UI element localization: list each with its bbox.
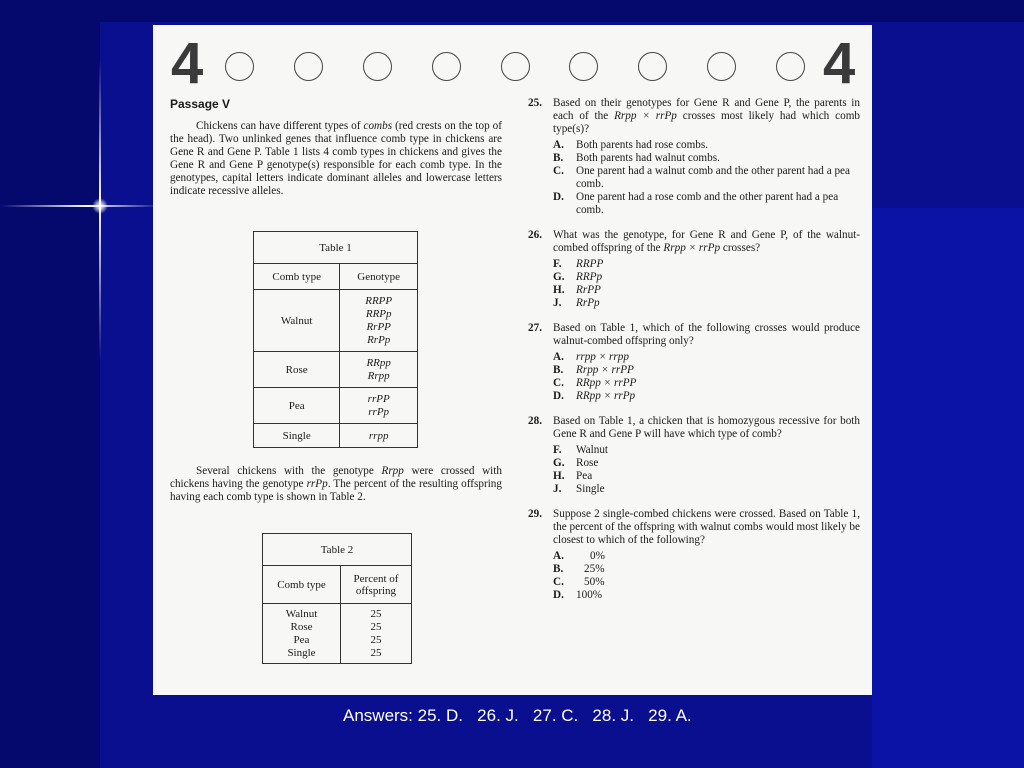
table-2-header-percent: Percent of offspring	[341, 566, 412, 604]
answer-option	[553, 457, 860, 470]
table-1-title: Table 1	[254, 232, 418, 264]
question-number: 27.	[528, 322, 542, 334]
questions-column	[528, 97, 860, 614]
genotype-cell	[340, 424, 418, 448]
genotype-value: RrPp	[367, 333, 391, 346]
option-text: RRPP	[576, 258, 604, 270]
table-row	[254, 352, 418, 388]
comb-type-value: Pea	[293, 633, 310, 646]
answer-key: Answers: 25. D. 26. J. 27. C. 28. J. 29. A.	[343, 706, 692, 725]
bubble-icon	[363, 52, 392, 81]
answer-option	[553, 191, 860, 217]
option-letter: A.	[553, 550, 564, 562]
option-letter: H.	[553, 470, 565, 482]
option-text: RRpp × rrPP	[576, 377, 637, 389]
stem-text: crosses most likely had which comb type(s)?	[553, 110, 860, 135]
question-number: 28.	[528, 415, 542, 427]
genotype-value: RRPp	[365, 307, 392, 320]
question-stem	[553, 229, 860, 255]
question-28	[528, 415, 860, 496]
option-text: RrPp	[576, 297, 600, 309]
intro-text-2: (red crests on the top of the head). Two unlinked genes that influence comb type in chickens are Gene R and Gene P. Table 1 lists 4 comb types in chickens and gives the Gene R and Gene P genotype(s) responsible for each comb type. In the genotypes, capital letters indicate dominant alleles and lowercase letters indicate recessive alleles.	[170, 120, 502, 197]
answer-option	[553, 364, 860, 377]
comb-type-value: Rose	[290, 620, 313, 633]
answer-bubble-row	[225, 52, 805, 81]
genotype-cell	[340, 352, 418, 388]
question-stem	[553, 97, 860, 136]
option-text: Walnut	[576, 444, 609, 456]
option-text: Both parents had walnut combs.	[576, 152, 720, 164]
intro-paragraph	[170, 120, 502, 198]
stem-text: What was the genotype, for Gene R and Gene P, of the walnut-combed offspring of the	[553, 229, 860, 254]
answer-option	[553, 390, 860, 403]
scanned-test-page	[153, 25, 872, 695]
option-text: Pea	[576, 470, 593, 482]
genotype-cell	[340, 388, 418, 424]
option-letter: D.	[553, 191, 564, 203]
genotype-value: rrPp	[368, 405, 390, 418]
option-text: Both parents had rose combs.	[576, 139, 709, 151]
genotype-value: RRpp	[366, 356, 391, 369]
table-1-header-genotype: Genotype	[340, 264, 418, 290]
question-number: 26.	[528, 229, 542, 241]
option-letter: F.	[553, 444, 562, 456]
answer-option	[553, 351, 860, 364]
option-text: 25%	[584, 563, 605, 575]
answer-option	[553, 284, 860, 297]
intro-text-1: Chickens can have different types of	[196, 120, 364, 132]
option-text: Single	[576, 483, 605, 495]
second-paragraph	[170, 465, 502, 504]
comb-type-value: Walnut	[285, 607, 318, 620]
comb-type-cell: Single	[254, 424, 340, 448]
comb-type-cell: Rose	[254, 352, 340, 388]
slide-left-band	[0, 0, 100, 768]
genotype-value: RRPP	[365, 294, 393, 307]
question-number: 29.	[528, 508, 542, 520]
page-number-left: 4	[171, 31, 204, 96]
answer-option	[553, 589, 860, 602]
bubble-icon	[225, 52, 254, 81]
intro-italic-term: combs	[363, 120, 393, 132]
sparkle-icon	[92, 198, 108, 214]
answer-option	[553, 563, 860, 576]
second-text-3: . The percent of the resulting offspring having each comb type is shown in Table 2.	[170, 478, 502, 503]
option-text: RrPP	[576, 284, 601, 296]
answer-option	[553, 165, 860, 191]
question-27	[528, 322, 860, 403]
option-letter: B.	[553, 364, 564, 376]
option-letter: B.	[553, 563, 564, 575]
percent-value: 25	[370, 607, 382, 620]
answer-option	[553, 271, 860, 284]
percent-value: 25	[370, 620, 382, 633]
answer-option	[553, 377, 860, 390]
option-letter: C.	[553, 576, 564, 588]
comb-type-cell: Walnut	[254, 290, 340, 352]
option-letter: D.	[553, 390, 564, 402]
option-text: 100%	[576, 589, 603, 601]
sparkle-horizontal-ray	[0, 205, 160, 207]
answer-option	[553, 470, 860, 483]
slide-right-band	[872, 208, 1024, 768]
answer-option	[553, 483, 860, 496]
answer-option	[553, 258, 860, 271]
question-25	[528, 97, 860, 217]
genotype-cell	[340, 290, 418, 352]
table-2-title: Table 2	[263, 534, 412, 566]
bubble-icon	[638, 52, 667, 81]
option-text: 0%	[590, 550, 605, 562]
option-text: RRPp	[576, 271, 603, 283]
table-2-percent-list	[341, 604, 412, 664]
option-letter: J.	[553, 483, 562, 495]
genotype-italic: rrPp	[306, 478, 328, 490]
question-stem: Based on Table 1, which of the following crosses would produce walnut-combed offspring only?	[553, 322, 860, 347]
bubble-icon	[707, 52, 736, 81]
passage-title: Passage V	[170, 97, 231, 111]
second-text-1: Several chickens with the genotype	[196, 465, 382, 477]
option-text: Rose	[576, 457, 599, 469]
table-2-comb-list	[263, 604, 341, 664]
option-letter: G.	[553, 457, 565, 469]
stem-italic: Rrpp × rrPp	[663, 242, 721, 254]
answer-option	[553, 550, 860, 563]
option-letter: A.	[553, 139, 564, 151]
option-text: RRpp × rrPp	[576, 390, 636, 402]
genotype-value: rrpp	[368, 429, 389, 442]
option-text: 50%	[584, 576, 605, 588]
genotype-value: RrPP	[366, 320, 391, 333]
answer-option	[553, 297, 860, 310]
genotype-italic: Rrpp	[381, 465, 404, 477]
bubble-icon	[432, 52, 461, 81]
bubble-icon	[294, 52, 323, 81]
answer-option	[553, 576, 860, 589]
comb-type-value: Single	[287, 646, 316, 659]
option-letter: J.	[553, 297, 562, 309]
table-1-header-comb: Comb type	[254, 264, 340, 290]
table-2-header-comb: Comb type	[263, 566, 341, 604]
option-letter: C.	[553, 377, 564, 389]
passage-column	[170, 97, 502, 659]
percent-value: 25	[370, 646, 382, 659]
answer-option	[553, 139, 860, 152]
option-text: One parent had a rose comb and the other parent had a pea comb.	[576, 191, 839, 216]
option-letter: H.	[553, 284, 565, 296]
option-text: One parent had a walnut comb and the other parent had a pea comb.	[576, 165, 850, 190]
table-row	[254, 290, 418, 352]
answer-option	[553, 152, 860, 165]
question-number: 25.	[528, 97, 542, 109]
option-letter: F.	[553, 258, 562, 270]
second-text-2: were crossed with chickens having the genotype	[170, 465, 502, 490]
stem-text: Based on their genotypes for Gene R and Gene P, the parents in each of the	[553, 97, 860, 122]
option-letter: B.	[553, 152, 564, 164]
option-letter: D.	[553, 589, 564, 601]
genotype-value: rrPP	[367, 392, 390, 405]
question-stem: Suppose 2 single-combed chickens were crossed. Based on Table 1, the percent of the offspring with walnut combs would most likely be closest to which of the following?	[553, 508, 860, 546]
bubble-icon	[569, 52, 598, 81]
comb-type-cell: Pea	[254, 388, 340, 424]
bubble-icon	[776, 52, 805, 81]
page-number-right: 4	[823, 31, 856, 96]
question-26	[528, 229, 860, 310]
stem-text: crosses?	[720, 242, 761, 254]
table-2	[262, 533, 412, 664]
genotype-value: Rrpp	[367, 369, 390, 382]
option-letter: A.	[553, 351, 564, 363]
percent-value: 25	[370, 633, 382, 646]
answer-option	[553, 444, 860, 457]
option-letter: C.	[553, 165, 564, 177]
table-1	[253, 231, 418, 448]
stem-italic: Rrpp × rrPp	[614, 110, 677, 122]
option-letter: G.	[553, 271, 565, 283]
table-row	[254, 424, 418, 448]
question-stem: Based on Table 1, a chicken that is homozygous recessive for both Gene R and Gene P will have which type of comb?	[553, 415, 860, 440]
table-row	[254, 388, 418, 424]
option-text: rrpp × rrpp	[576, 351, 629, 363]
slide-top-band	[100, 0, 1024, 22]
question-29	[528, 508, 860, 602]
bubble-icon	[501, 52, 530, 81]
option-text: Rrpp × rrPP	[576, 364, 634, 376]
